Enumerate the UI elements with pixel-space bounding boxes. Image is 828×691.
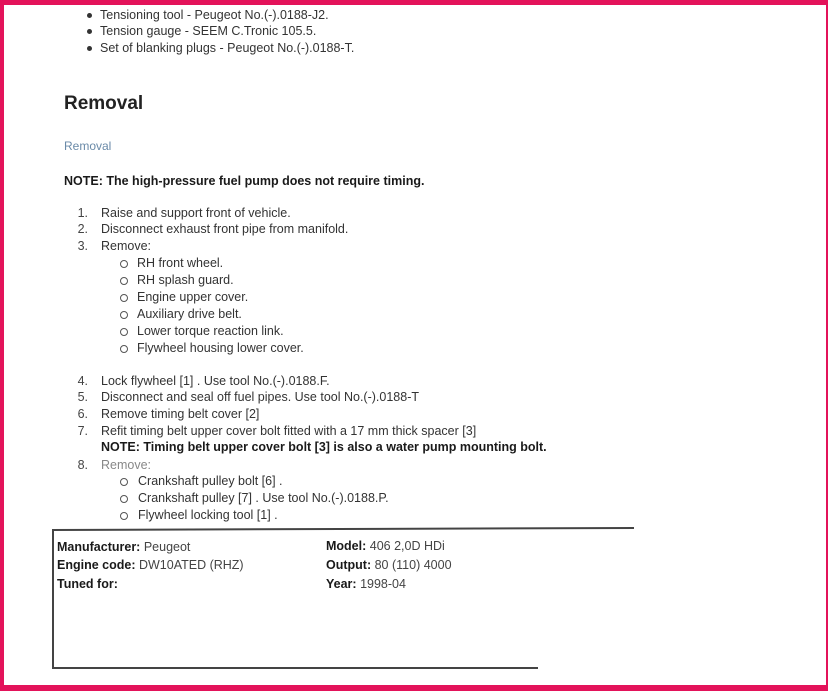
field-label: Tuned for: [57, 577, 118, 591]
step-text: Disconnect and seal off fuel pipes. Use tool No.(-).0188-T [101, 390, 419, 404]
tool-item: Tensioning tool - Peugeot No.(-).0188-J2. [100, 8, 329, 22]
field-label: Model: [326, 539, 367, 553]
bullet-icon [87, 13, 92, 18]
bullet-icon [87, 29, 92, 34]
sub-item: Engine upper cover. [137, 290, 249, 304]
step-text: Refit timing belt upper cover bolt fitted with a 17 mm thick spacer [3] [101, 424, 477, 438]
step-number: 7. [77, 424, 88, 438]
sub-item: Flywheel housing lower cover. [137, 341, 304, 355]
circle-bullet-icon [120, 328, 128, 336]
field-value: 80 (110) 4000 [374, 558, 452, 572]
step-text: Disconnect exhaust front pipe from manifold. [101, 222, 349, 236]
step-text: Lock flywheel [1] . Use tool No.(-).0188.F. [101, 374, 330, 388]
step-text: Remove: [101, 458, 152, 472]
circle-bullet-icon [120, 260, 128, 268]
step-number: 2. [77, 222, 88, 236]
note-main: NOTE: The high-pressure fuel pump does not require timing. [64, 174, 425, 188]
field-value: 1998-04 [360, 577, 406, 591]
circle-bullet-icon [120, 294, 128, 302]
sub-item: Crankshaft pulley [7] . Use tool No.(-).0188.P. [138, 491, 389, 505]
year-field [326, 576, 406, 592]
sub-item: Lower torque reaction link. [137, 324, 284, 338]
tool-item: Set of blanking plugs - Peugeot No.(-).0188-T. [100, 41, 355, 55]
circle-bullet-icon [120, 345, 128, 353]
circle-bullet-icon [120, 311, 128, 319]
circle-bullet-icon [120, 495, 128, 503]
step-text: Raise and support front of vehicle. [101, 206, 291, 220]
field-label: Year: [326, 577, 357, 591]
step-text: Remove: [101, 239, 152, 253]
sub-item: RH front wheel. [137, 256, 224, 270]
circle-bullet-icon [120, 277, 128, 285]
document-page [4, 5, 826, 685]
output-field [326, 557, 452, 573]
field-value: DW10ATED (RHZ) [138, 558, 244, 572]
step-text: Remove timing belt cover [2] [101, 407, 260, 421]
step-number: 8. [77, 458, 88, 472]
manufacturer-field [57, 539, 190, 555]
step-number: 1. [77, 206, 88, 220]
tuned-for-field [57, 576, 118, 592]
sub-item: Flywheel locking tool [1] . [138, 508, 278, 522]
step-number: 3. [77, 239, 88, 253]
sub-item: Crankshaft pulley bolt [6] . [138, 474, 283, 488]
info-box-bottom-border [52, 667, 538, 669]
removal-link[interactable]: Removal [64, 139, 112, 153]
field-label: Manufacturer: [57, 540, 141, 554]
field-label: Output: [326, 558, 372, 572]
sub-item: RH splash guard. [137, 273, 234, 287]
info-box-left-border [52, 530, 54, 669]
sub-item: Auxiliary drive belt. [137, 307, 242, 321]
info-box-top-border [52, 527, 634, 531]
circle-bullet-icon [120, 478, 128, 486]
field-value: 406 2,0D HDi [369, 539, 445, 553]
model-field [326, 538, 445, 554]
section-heading: Removal [64, 93, 144, 114]
step-number: 5. [77, 390, 88, 404]
tool-item: Tension gauge - SEEM C.Tronic 105.5. [100, 24, 317, 38]
step-number: 6. [77, 407, 88, 421]
step-number: 4. [77, 374, 88, 388]
field-value: Peugeot [143, 540, 191, 554]
step-note: NOTE: Timing belt upper cover bolt [3] is also a water pump mounting bolt. [101, 440, 547, 454]
field-label: Engine code: [57, 558, 136, 572]
circle-bullet-icon [120, 512, 128, 520]
bullet-icon [87, 46, 92, 51]
engine-code-field [57, 557, 244, 573]
